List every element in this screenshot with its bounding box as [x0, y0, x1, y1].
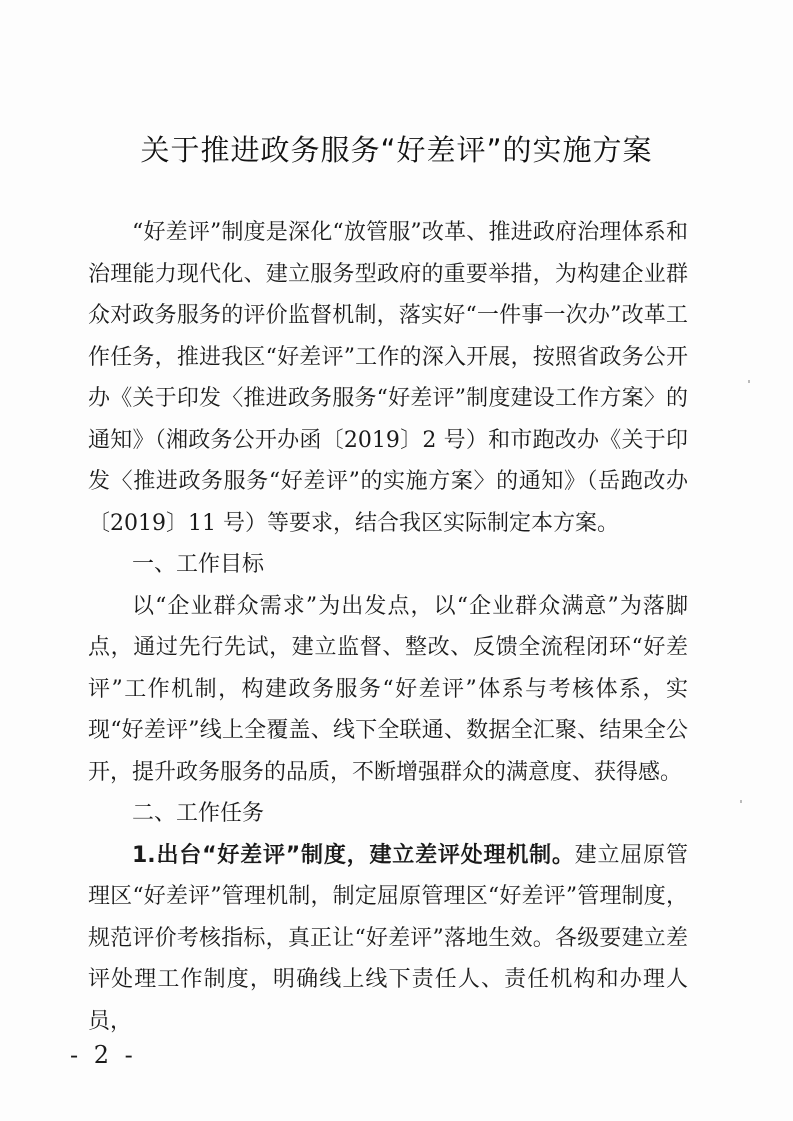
task-item-1-lead: 1.出台“好差评”制度，建立差评处理机制。 [132, 842, 575, 868]
section-heading-tasks: 二、工作任务 [132, 801, 265, 826]
page-number: - 2 - [70, 1041, 137, 1069]
goals-paragraph: 以“企业群众需求”为出发点，以“企业群众满意”为落脚点，通过先行先试，建立监督、整改、反馈全流程闭环“好差评”工作机制，构建政务服务“好差评”体系与考核体系，实现“好差评”线上全覆盖、线下全联通、数据全汇聚、结果全公开，提升政务服务的品质，不断增强群众的满意度、获得感。 [88, 593, 688, 785]
scan-speck [748, 380, 750, 383]
task-item-1 [88, 835, 688, 1043]
document-body [88, 212, 688, 1042]
document-title: 关于推进政务服务“好差评”的实施方案 [140, 133, 653, 167]
scan-speck [740, 800, 742, 803]
section-heading-goals: 一、工作目标 [132, 552, 265, 577]
task-item-1-text: 建立屈原管理区“好差评”管理机制，制定屈原管理区“好差评”管理制度，规范评价考核指标，真正让“好差评”落地生效。各级要建立差评处理工作制度，明确线上线下责任人、责任机构和办理人员， [88, 842, 688, 1034]
intro-paragraph: “好差评”制度是深化“放管服”改革、推进政府治理体系和治理能力现代化、建立服务型政府的重要举措，为构建企业群众对政务服务的评价监督机制，落实好“一件事一次办”改革工作任务，推进我区“好差评”工作的深入开展，按照省政务公开办《关于印发〈推进政务服务“好差评”制度建设工作方案〉的通知》（湘政务公开办函〔2019〕2 号）和市跑改办《关于印发〈推进政务服务“好差评”的实施方案〉的通知》（岳跑改办〔2019〕11 号）等要求，结合我区实际制定本方案。 [88, 220, 688, 536]
